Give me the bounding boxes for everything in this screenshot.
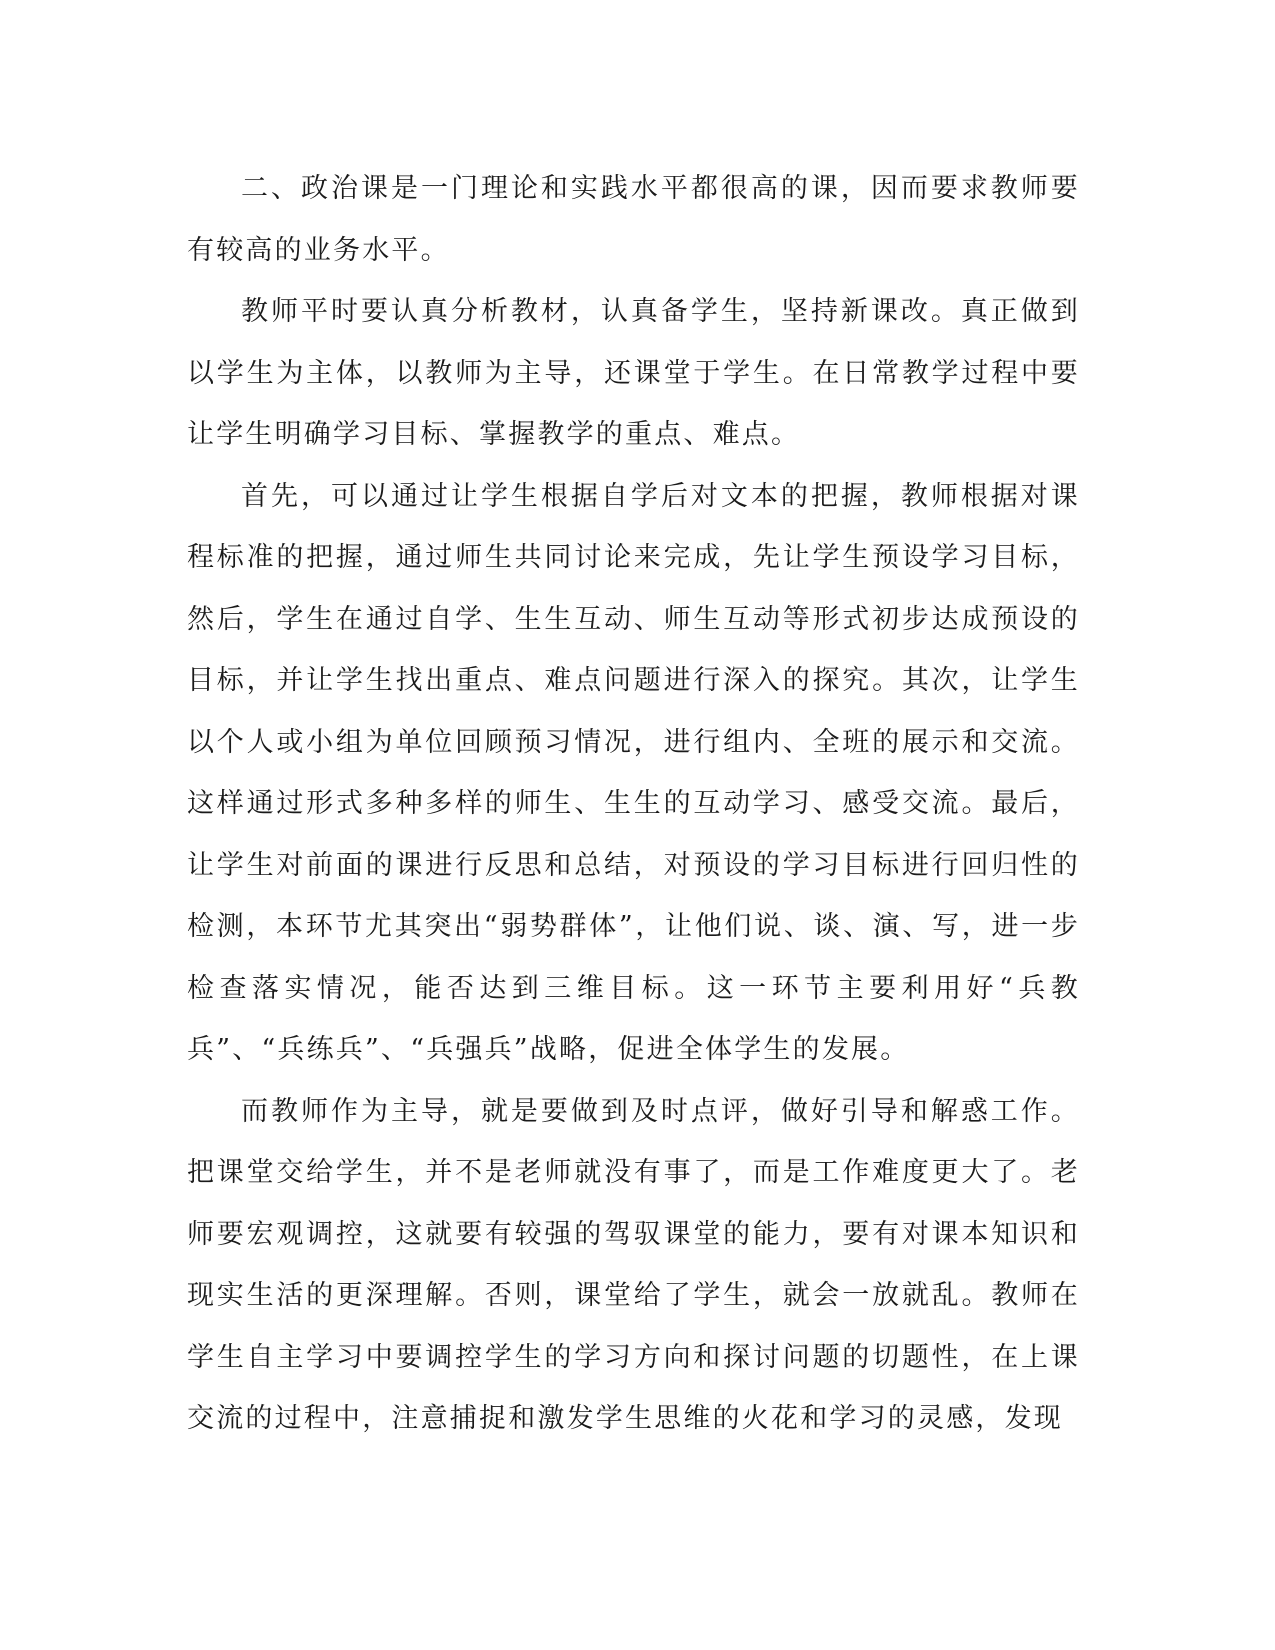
document-body	[187, 158, 1080, 1450]
paragraph-teacher-preparation: 教师平时要认真分析教材，认真备学生，坚持新课改。真正做到以学生为主体，以教师为主导，还课堂于学生。在日常教学过程中要让学生明确学习目标、掌握教学的重点、难点。	[187, 296, 1080, 450]
paragraph-teaching-steps: 首先，可以通过让学生根据自学后对文本的把握，教师根据对课程标准的把握，通过师生共同讨论来完成，先让学生预设学习目标，然后，学生在通过自学、生生互动、师生互动等形式初步达成预设的目标，并让学生找出重点、难点问题进行深入的探究。其次，让学生以个人或小组为单位回顾预习情况，进行组内、全班的展示和交流。这样通过形式多种多样的师生、生生的互动学习、感受交流。最后，让学生对前面的课进行反思和总结，对预设的学习目标进行回归性的检测，本环节尤其突出“弱势群体”，让他们说、谈、演、写，进一步检查落实情况，能否达到三维目标。这一环节主要利用好“兵教兵”、“兵练兵”、“兵强兵”战略，促进全体学生的发展。	[187, 480, 1080, 1065]
paragraph-teacher-guidance: 而教师作为主导，就是要做到及时点评，做好引导和解惑工作。把课堂交给学生，并不是老师就没有事了，而是工作难度更大了。老师要宏观调控，这就要有较强的驾驭课堂的能力，要有对课本知识和现实生活的更深理解。否则，课堂给了学生，就会一放就乱。教师在学生自主学习中要调控学生的学习方向和探讨问题的切题性，在上课交流的过程中，注意捕捉和激发学生思维的火花和学习的灵感，发现	[187, 1095, 1080, 1434]
paragraph-requirement-heading: 二、政治课是一门理论和实践水平都很高的课，因而要求教师要有较高的业务水平。	[187, 173, 1080, 266]
